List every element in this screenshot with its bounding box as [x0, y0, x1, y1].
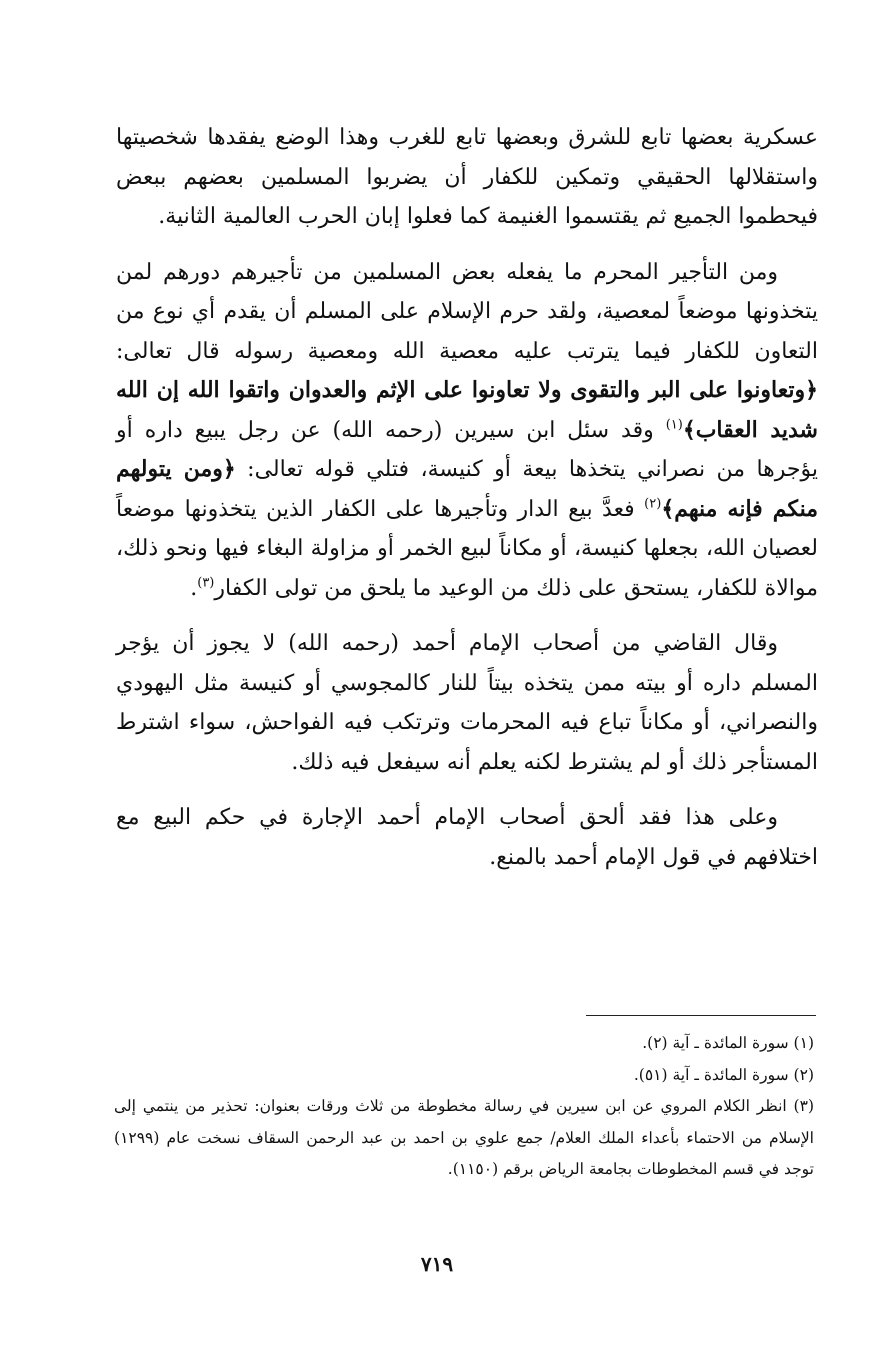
paragraph-4: [116, 798, 818, 877]
main-text: [116, 118, 818, 877]
quran-verse-2: ﴿ومن يتولهم منكم فإنه منهم﴾: [116, 456, 819, 522]
footnote-ref-2: (٢): [644, 496, 662, 512]
paragraph-1-text: عسكرية بعضها تابع للشرق وبعضها تابع للغرب وهذا الوضع يفقدها شخصيتها واستقلالها الحقيقي وتمكين للكفار أن يضربوا المسلمين بعضهم ببعض فيحطموا الجميع ثم يقتسموا الغنيمة كما فعلوا إبان الحرب العالمية الثانية.: [116, 125, 818, 229]
footnote-3: (٣) انظر الكلام المروي عن ابن سيرين في رسالة مخطوطة من ثلاث ورقات بعنوان: تحذير من ينتمي إلى الإسلام من الاحتماء بأعداء الملك العلام/ جمع علوي بن احمد بن عبد الرحمن السقاف نسخت عام (١٢٩٩) توجد في قسم المخطوطات بجامعة الرياض برقم (١١٥٠).: [114, 1097, 814, 1178]
paragraph-2-text-d: .: [190, 575, 198, 601]
paragraph-3-text: وقال القاضي من أصحاب الإمام أحمد (رحمه الله) لا يجوز أن يؤجر المسلم داره أو بيته ممن يتخذه بيتاً للنار كالمجوسي أو كنيسة مثل اليهودي والنصراني، أو مكاناً تباع فيه المحرمات وترتكب فيه الفواحش، سواء اشترط المستأجر ذلك أو لم يشترط لكنه يعلم أنه سيفعل فيه ذلك.: [116, 631, 818, 775]
paragraph-4-text: وعلى هذا فقد ألحق أصحاب الإمام أحمد الإجارة في حكم البيع مع اختلافهم في قول الإمام أحمد بالمنع.: [116, 805, 818, 870]
footnote-ref-3: (٣): [197, 575, 215, 591]
quran-verse-1: ﴿وتعاونوا على البر والتقوى ولا تعاونوا على الإثم والعدوان واتقوا الله إن الله شديد العقاب﴾: [116, 377, 818, 443]
paragraph-1: [116, 118, 818, 237]
footnote-ref-1: (١): [665, 417, 683, 433]
footnote-separator: [586, 1015, 816, 1016]
paragraph-2-text-b: وقد سئل ابن سيرين (رحمه الله) عن رجل يبيع داره أو يؤجرها من نصراني يتخذها بيعة أو كنيسة، فتلي قوله تعالى:: [116, 417, 818, 482]
paragraph-2-text-a: ومن التأجير المحرم ما يفعله بعض المسلمين من تأجيرهم دورهم لمن يتخذونها موضعاً لمعصية، ولقد حرم الإسلام على المسلم أن يقدم أي نوع من التعاون للكفار فيما يترتب عليه معصية الله ومعصية رسوله قال تعالى:: [116, 259, 818, 364]
footnotes: [114, 1028, 814, 1186]
paragraph-2: [116, 253, 818, 609]
paragraph-2-text-c: فعدَّ بيع الدار وتأجيرها على الكفار الذين يتخذونها موضعاً لعصيان الله، بجعلها كنيسة، أو مكاناً لبيع الخمر أو مزاولة البغاء فيها ونحو ذلك، موالاة للكفار، يستحق على ذلك من الوعيد ما يلحق من تولى الكفار: [116, 496, 818, 601]
paragraph-3: [116, 624, 818, 782]
footnote-1: (١) سورة المائدة ـ آية (٢).: [642, 1034, 814, 1052]
footnote-2: (٢) سورة المائدة ـ آية (٥١).: [633, 1065, 814, 1084]
page-number: ٧١٩: [420, 1252, 454, 1276]
